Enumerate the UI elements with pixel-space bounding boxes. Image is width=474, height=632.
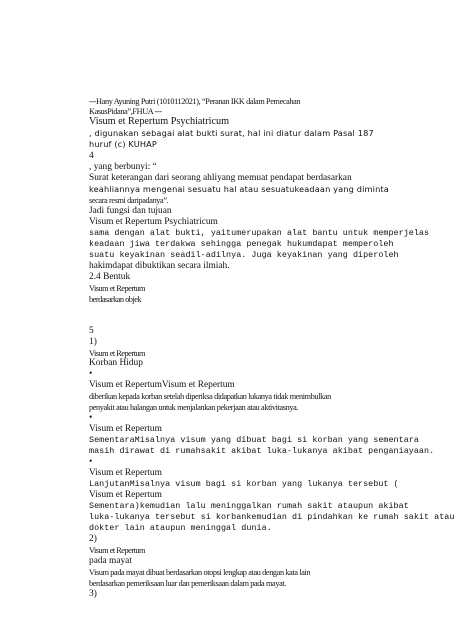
paragraph-line: Sementara)kemudian lalu meninggalkan rumah sakit ataupun akibat xyxy=(89,501,409,511)
term-visum: Visum et Repertum xyxy=(89,349,145,358)
paragraph-line: Visum pada mayat dibuat berdasarkan otopsi lengkap atau dengan kata lain xyxy=(89,568,311,577)
list-heading: pada mayat xyxy=(89,556,132,566)
bullet: • xyxy=(89,457,93,467)
list-number: 3) xyxy=(89,589,97,599)
paragraph-line: , digunakan sebagai alat bukti surat, hal ini diatur dalam Pasal 187 xyxy=(89,128,374,138)
term-visum: Visum et Repertum xyxy=(89,490,162,500)
paragraph-line: suatu keyakinan seadil-adilnya. Juga keyakinan yang diperoleh xyxy=(89,250,399,260)
paragraph-line: diberikan kepada korban setelah diperiksa didapatkan lukanya tidak menimbulkan xyxy=(89,392,331,401)
list-heading: Korban Hidup xyxy=(89,358,143,368)
paragraph-line: sama dengan alat bukti, yaitumerupakan alat bantu untuk memperjelas xyxy=(89,228,430,238)
paragraph-line: penyakit atau halangan untuk menjalankan pekerjaan atau aktivitasnya. xyxy=(89,403,299,412)
quote-line: Surat keterangan dari seorang ahliyang memuat pendapat berdasarkan xyxy=(89,173,352,183)
quote-line: keahliannya mengenai sesuatu hal atau sesuatukeadaan yang diminta xyxy=(89,184,389,194)
paragraph-line: berdasarkan pemeriksaan luar dan pemeriksaan dalam pada mayat. xyxy=(89,579,286,588)
list-number: 2) xyxy=(89,534,97,544)
heading-continuation: berdasarkan objek xyxy=(89,295,142,304)
quote-line: secara resmi daripadanya”. xyxy=(89,196,169,205)
bullet: • xyxy=(89,413,93,423)
term-visum: Visum et Repertum xyxy=(89,284,145,293)
footnote-number: 4 xyxy=(89,151,94,161)
footnote-number: 5 xyxy=(89,326,94,336)
paragraph-line: LanjutanMisalnya visum bagi si korban yang lukanya tersebut ( xyxy=(89,479,399,489)
section-heading: 2.4 Bentuk xyxy=(89,272,131,282)
term-visum: Visum et Repertum xyxy=(89,424,162,434)
paragraph-line: keadaan jiwa terdakwa sehingga penegak hukumdapat memperoleh xyxy=(89,239,394,249)
term-visum-psychiatricum: Visum et Repertum Psychiatricum xyxy=(89,217,218,227)
paragraph-line: masih dirawat di rumahsakit akibat luka-lukanya akibat penganiayaan. xyxy=(89,446,435,456)
citation-line: ---Hany Ayuning Putri (1010112021), “Peranan IKK dalam Pemecahan xyxy=(89,97,301,106)
paragraph-line: dokter lain ataupun meninggal dunia. xyxy=(89,523,272,533)
paragraph-line: Jadi fungsi dan tujuan xyxy=(89,206,172,216)
paragraph-line: SementaraMisalnya visum yang dibuat bagi si korban yang sementara xyxy=(89,435,419,445)
paragraph-line: huruf (c) KUHAP xyxy=(89,139,157,149)
list-number: 1) xyxy=(89,337,97,347)
paragraph-line: hakimdapat dibuktikan secara ilmiah. xyxy=(89,261,230,271)
paragraph-line: , yang berbunyi: “ xyxy=(89,162,157,172)
citation-line: KasusPidana”,FHUA --- xyxy=(89,107,162,116)
term-visum-psychiatricum: Visum et Repertum Psychiatricum xyxy=(89,116,230,127)
term-visum: Visum et RepertumVisum et Repertum xyxy=(89,380,235,390)
bullet: • xyxy=(89,369,93,379)
paragraph-line: luka-lukanya tersebut si korbankemudian di pindahkan ke rumah sakit atau xyxy=(89,512,455,522)
term-visum: Visum et Repertum xyxy=(89,546,145,555)
term-visum: Visum et Repertum xyxy=(89,468,162,478)
